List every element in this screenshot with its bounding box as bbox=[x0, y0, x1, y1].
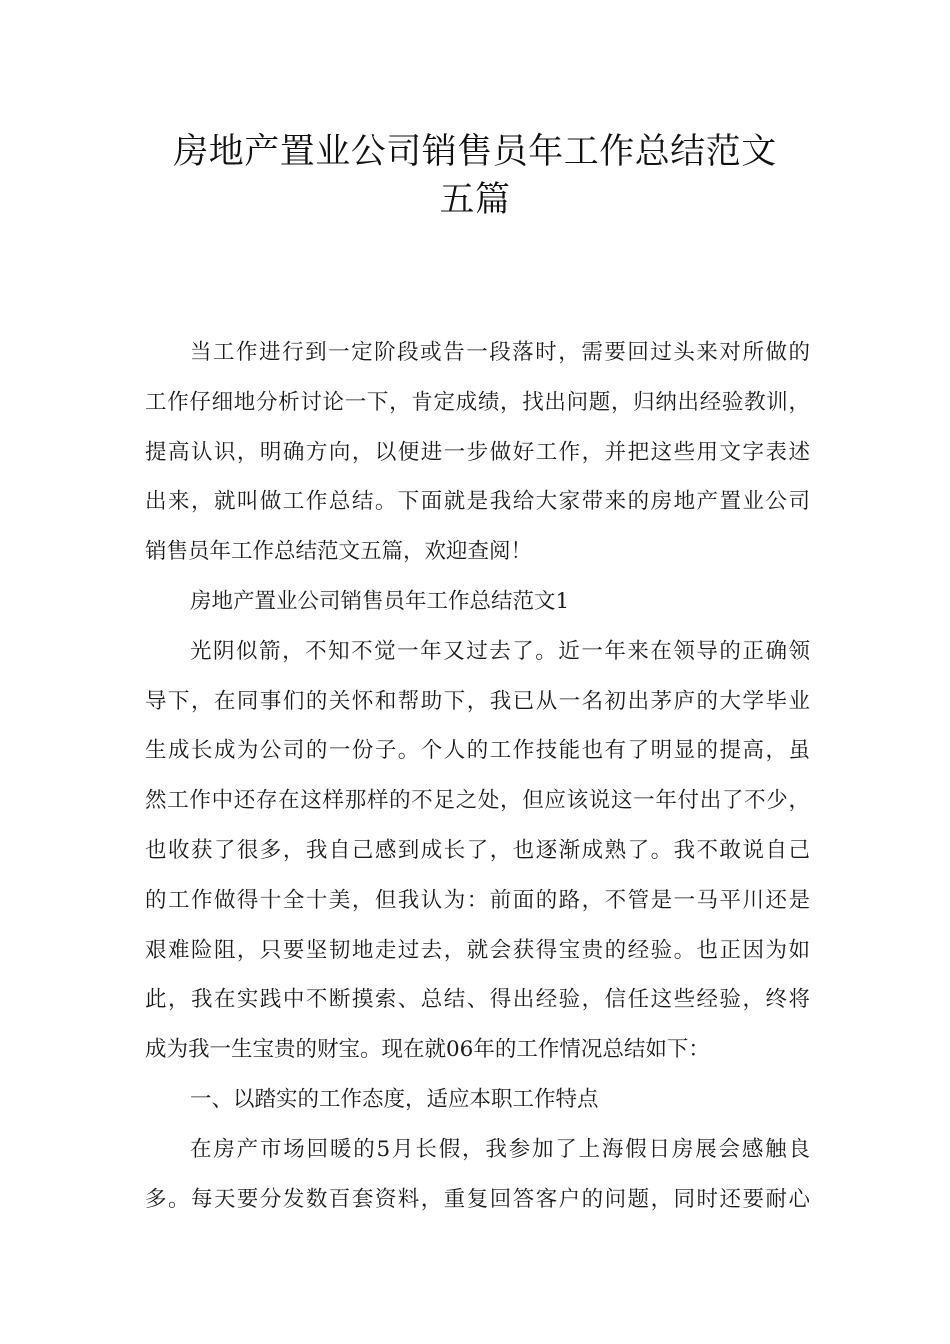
body-paragraph-1 bbox=[145, 627, 810, 1075]
section-heading: 房地产置业公司销售员年工作总结范文1 bbox=[190, 588, 570, 614]
text-line: 也收获了很多，我自己感到成长了，也逐渐成熟了。我不敢说自己 bbox=[145, 837, 810, 863]
body-paragraph-2 bbox=[145, 1125, 810, 1225]
document-title bbox=[0, 128, 950, 224]
text-line: 当工作进行到一定阶段或告一段落时，需要回过头来对所做的 bbox=[190, 340, 810, 365]
text-line: 然工作中还存在这样那样的不足之处，但应该说这一年付出了不少， bbox=[145, 788, 810, 814]
title-line: 房地产置业公司销售员年工作总结范文 bbox=[173, 132, 777, 172]
text-line: 销售员年工作总结范文五篇，欢迎查阅！ bbox=[145, 539, 533, 565]
text-line: 此，我在实践中不断摸索、总结、得出经验，信任这些经验，终将 bbox=[145, 987, 810, 1013]
text-line: 生成长成为公司的一份子。个人的工作技能也有了明显的提高，虽 bbox=[145, 738, 810, 764]
text-line: 多。每天要分发数百套资料，重复回答客户的问题，同时还要耐心 bbox=[145, 1186, 810, 1212]
title-line: 五篇 bbox=[439, 180, 511, 220]
text-line: 导下，在同事们的关怀和帮助下，我已从一名初出茅庐的大学毕业 bbox=[145, 688, 810, 714]
text-line: 出来，就叫做工作总结。下面就是我给大家带来的房地产置业公司 bbox=[145, 489, 810, 515]
text-line: 成为我一生宝贵的财宝。现在就06年的工作情况总结如下： bbox=[145, 1037, 710, 1063]
text-line: 光阴似箭，不知不觉一年又过去了。近一年来在领导的正确领 bbox=[190, 638, 810, 664]
document-body bbox=[145, 328, 810, 1224]
subheading: 一、以踏实的工作态度，适应本职工作特点 bbox=[190, 1086, 599, 1112]
text-line: 在房产市场回暖的5月长假，我参加了上海假日房展会感触良 bbox=[190, 1136, 810, 1162]
text-line: 的工作做得十全十美，但我认为：前面的路，不管是一马平川还是 bbox=[145, 887, 810, 913]
text-line: 艰难险阻，只要坚韧地走过去，就会获得宝贵的经验。也正因为如 bbox=[145, 937, 810, 963]
intro-paragraph bbox=[145, 328, 810, 577]
text-line: 工作仔细地分析讨论一下，肯定成绩，找出问题，归纳出经验教训， bbox=[145, 389, 810, 415]
text-line: 提高认识，明确方向，以便进一步做好工作，并把这些用文字表述 bbox=[145, 439, 810, 465]
